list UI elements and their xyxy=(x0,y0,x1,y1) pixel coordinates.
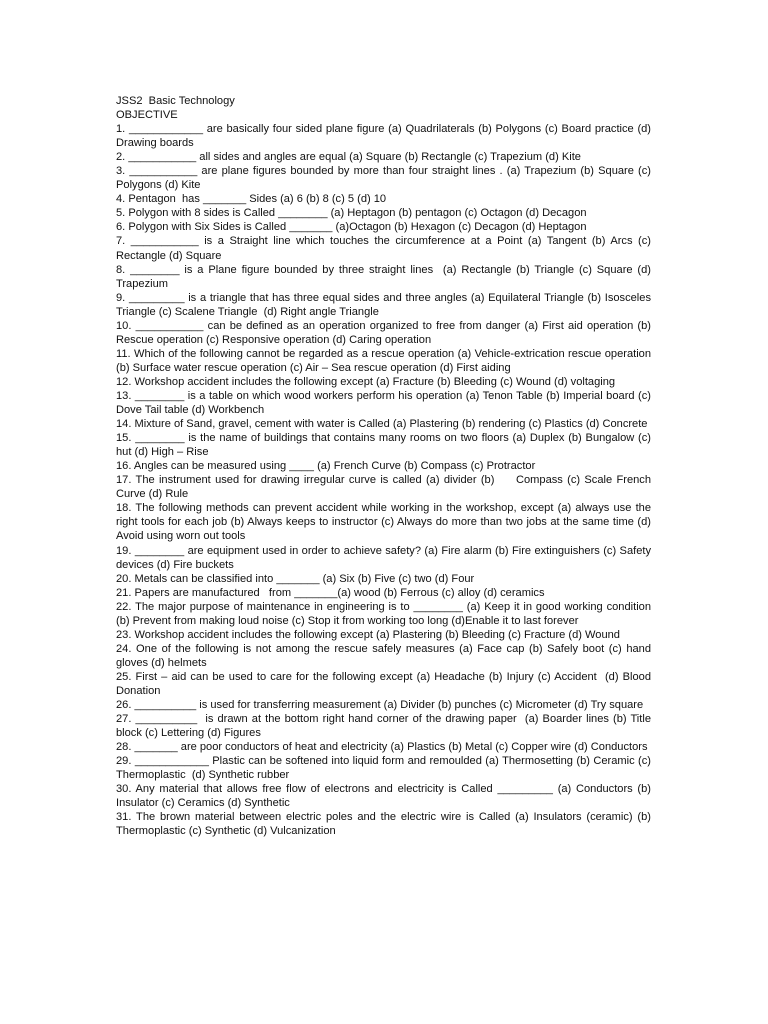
question-item: 13. ________ is a table on which wood workers perform his operation (a) Tenon Table (b) Imperial board (c) Dove Tail table (d) Workbench xyxy=(116,389,655,417)
question-item: 23. Workshop accident includes the following except (a) Plastering (b) Bleeding (c) Fracture (d) Wound xyxy=(116,628,620,641)
question-item: 12. Workshop accident includes the following except (a) Fracture (b) Bleeding (c) Wound (d) voltaging xyxy=(116,375,616,388)
question-item: 6. Polygon with Six Sides is Called _______ (a)Octagon (b) Hexagon (c) Decagon (d) Heptagon xyxy=(116,221,587,234)
question-item: 5. Polygon with 8 sides is Called ________ (a) Heptagon (b) pentagon (c) Octagon (d) Decagon xyxy=(116,207,587,220)
question-item: 3. ___________ are plane figures bounded by more than four straight lines . (a) Trapezium (b) Square (c) Polygons (d) Kite xyxy=(116,165,655,192)
question-item: 4. Pentagon has _______ Sides (a) 6 (b) 8 (c) 5 (d) 10 xyxy=(116,193,387,206)
question-list xyxy=(116,122,655,838)
question-item: 1. ____________ are basically four sided plane figure (a) Quadrilaterals (b) Polygons (c) Board practice (d) Drawing boards xyxy=(116,123,655,150)
question-item: 11. Which of the following cannot be regarded as a rescue operation (a) Vehicle-extrication rescue operation (b) Surface water rescue operation (c) Air – Sea rescue operation (d) First aiding xyxy=(116,347,655,374)
question-item: 20. Metals can be classified into _______ (a) Six (b) Five (c) two (d) Four xyxy=(116,572,475,585)
question-item: 8. ________ is a Plane figure bounded by three straight lines (a) Rectangle (b) Triangle (c) Square (d) Trapezium xyxy=(116,263,654,290)
question-item: 31. The brown material between electric poles and the electric wire is Called (a) Insulators (ceramic) (b) Thermoplastic (c) Synthetic (d) Vulcanization xyxy=(116,811,654,838)
question-item: 26. __________ is used for transferring measurement (a) Divider (b) punches (c) Micrometer (d) Try square xyxy=(116,699,644,712)
question-item: 2. ___________ all sides and angles are equal (a) Square (b) Rectangle (c) Trapezium (d) Kite xyxy=(116,151,581,164)
question-item: 25. First – aid can be used to care for the following except (a) Headache (b) Injury (c) Accident (d) Blood Donation xyxy=(116,670,655,697)
question-item: 22. The major purpose of maintenance in engineering is to ________ (a) Keep it in good working condition (b) Prevent from making loud noise (c) Stop it from working too long (d)Enable it to last forever xyxy=(116,600,655,627)
question-item: 14. Mixture of Sand, gravel, cement with water is Called (a) Plastering (b) rendering (c) Plastics (d) Concrete xyxy=(116,418,648,431)
question-item: 9. _________ is a triangle that has three equal sides and three angles (a) Equilateral Triangle (b) Isosceles Triangle (c) Scalene Triangle (d) Right angle Triangle xyxy=(116,291,654,318)
question-item: 15. ________ is the name of buildings that contains many rooms on two floors (a) Duplex (b) Bungalow (c) hut (d) High – Rise xyxy=(116,432,655,459)
exam-text xyxy=(116,94,655,838)
question-item: 17. The instrument used for drawing irregular curve is called (a) divider (b) Compass (c) Scale French Curve (d) Rule xyxy=(116,474,655,501)
question-item: 16. Angles can be measured using ____ (a) French Curve (b) Compass (c) Protractor xyxy=(116,460,536,473)
question-item: 28. _______ are poor conductors of heat and electricity (a) Plastics (b) Metal (c) Copper wire (d) Conductors xyxy=(116,741,648,754)
question-item: 10. ___________ can be defined as an operation organized to free from danger (a) First aid operation (b) Rescue operation (c) Responsive operation (d) Caring operation xyxy=(116,319,655,346)
question-item: 21. Papers are manufactured from _______(a) wood (b) Ferrous (c) alloy (d) ceramics xyxy=(116,586,545,599)
document-title: JSS2 Basic Technology xyxy=(116,95,235,107)
question-item: 30. Any material that allows free flow of electrons and electricity is Called _________ (a) Conductors (b) Insulator (c) Ceramics (d) Synthetic xyxy=(116,783,655,810)
section-heading: OBJECTIVE xyxy=(116,109,178,122)
question-item: 27. __________ is drawn at the bottom right hand corner of the drawing paper (a) Boarder lines (b) Title block (c) Lettering (d) Figures xyxy=(116,713,655,740)
question-item: 7. ___________ is a Straight line which touches the circumference at a Point (a) Tangent (b) Arcs (c) Rectangle (d) Square xyxy=(116,235,655,262)
question-item: 29. ____________ Plastic can be softened into liquid form and remoulded (a) Thermosetting (b) Ceramic (c) Thermoplastic (d) Synthetic rubber xyxy=(116,755,654,782)
question-item: 18. The following methods can prevent accident while working in the workshop, except (a) always use the right tools for each job (b) Always keeps to instructor (c) Always do more than two jobs at the same time (d) Avoid using worn out tools xyxy=(116,502,655,543)
question-item: 24. One of the following is not among the rescue safely measures (a) Face cap (b) Safely boot (c) hand gloves (d) helmets xyxy=(116,642,655,669)
question-item: 19. ________ are equipment used in order to achieve safety? (a) Fire alarm (b) Fire extinguishers (c) Safety devices (d) Fire buckets xyxy=(116,544,655,571)
